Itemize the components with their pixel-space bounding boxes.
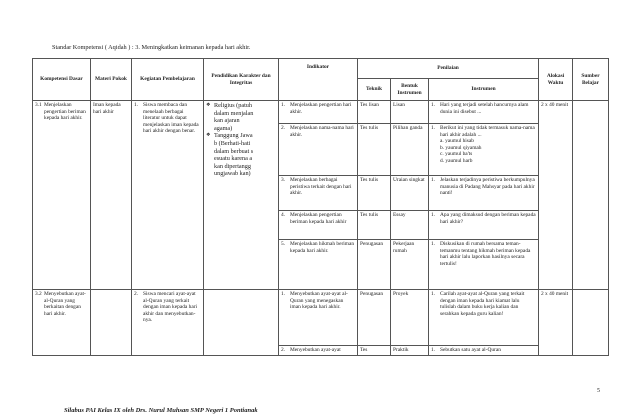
kegiatan-cell: 2. Siswa mencari ayat-ayat al-Quran yang terkait dengan iman kepada hari akhir dan menyebutkan-nya. bbox=[132, 290, 204, 356]
kegiatan-text: Siswa mencari ayat-ayat al-Quran yang terkait dengan iman kepada hari akhir dan menyebutkan-nya. bbox=[143, 291, 198, 324]
header-bentuk: Bentuk Instrumen bbox=[391, 79, 429, 101]
teknik-cell: Tes lisan bbox=[358, 101, 391, 124]
indikator-cell: 1. Menjelaskan pengertian hari akhir. bbox=[279, 101, 358, 124]
header-penilaian: Penilaian bbox=[358, 59, 539, 79]
teknik-cell: Tes tulis bbox=[358, 176, 391, 211]
instrumen-cell: 1. Jelaskan terjadinya peristiwa berkumpulnya manusia di Padang Mahsyar pada hari akhir nanti! bbox=[429, 176, 539, 211]
alokasi-cell: 2 x 40 menit bbox=[539, 290, 573, 356]
option-item: a. yaumul hisab bbox=[440, 138, 474, 145]
bentuk-cell: Praktik bbox=[391, 346, 429, 356]
kd-number: 3.1 bbox=[35, 102, 42, 108]
karakter-item: ❖ Religius (patuh dalam menjalan kan ajaran agama) bbox=[206, 102, 254, 132]
indikator-cell: 5. Menjelaskan hikmah beriman kepada hari akhir. bbox=[279, 240, 358, 290]
indikator-cell: 1. Menyebutkan ayat-ayat al-Quran yang menegaskan iman kepada hari akhir. bbox=[279, 290, 358, 346]
indikator-cell: 2. Menjelaskan nama-nama hari akhir. bbox=[279, 124, 358, 176]
kd-text: Menjelaskan pengertian beriman kepada hari akhir. bbox=[44, 102, 86, 122]
option-item: c. yaumul ba'ts bbox=[440, 151, 473, 158]
indikator-cell: 3. Menjelaskan berbagai peristiwa terkait dengan hari akhir. bbox=[279, 176, 358, 211]
materi-cell bbox=[91, 290, 132, 356]
karakter-cell bbox=[204, 101, 279, 290]
bentuk-cell: Pekerjaan rumah bbox=[391, 240, 429, 290]
diamond-bullet-icon: ❖ bbox=[206, 133, 211, 139]
karakter-cell bbox=[204, 290, 279, 356]
teknik-cell: Penugasan bbox=[358, 290, 391, 346]
bentuk-cell: Uraian singkat bbox=[391, 176, 429, 211]
bentuk-cell: Proyek bbox=[391, 290, 429, 346]
kd-text: Menyebutkan ayat-al-Quran yang berkaitan dengan hari akhir. bbox=[44, 291, 86, 317]
instrumen-cell: 1. Apa yang dimaksud dengan beriman kepada hari akhir? bbox=[429, 211, 539, 240]
teknik-cell: Tes tulis bbox=[358, 211, 391, 240]
teknik-cell: Tes tulis bbox=[358, 124, 391, 176]
materi-cell: Iman kepada hari akhir bbox=[91, 101, 132, 290]
header-materi-pokok: Materi Pokok bbox=[91, 59, 132, 101]
page-footer: Silabus PAI Kelas IX oleh Drs. Nurul Muhsan SMP Negeri 1 Pontianak bbox=[64, 407, 258, 414]
header-pendidikan-karakter: Pendidikan Karakter dan Integritas bbox=[204, 59, 279, 101]
sumber-cell bbox=[573, 290, 609, 356]
kd-number: 3.2 bbox=[35, 291, 42, 297]
header-alokasi: Alokasi Waktu bbox=[539, 59, 573, 101]
karakter-item: ❖ Tanggung Jawab (Berhati-hati dalam berbuat sesuatu karena akan dipertanggungjawab kan) bbox=[206, 132, 254, 178]
alokasi-cell: 2 x 40 menit bbox=[539, 101, 573, 290]
option-item: d. yaumul harb bbox=[440, 157, 473, 164]
indikator-cell: 2. Menyebutkan ayat-ayat bbox=[279, 346, 358, 356]
kegiatan-text: Siswa membaca dan menelaah berbagai literatur untuk dapat menjelaskan iman kepada hari akhir dengan benar. bbox=[143, 102, 199, 135]
diamond-bullet-icon: ❖ bbox=[206, 103, 211, 108]
kd-cell bbox=[33, 290, 91, 356]
instrumen-cell: 1. Diskusikan di rumah bersama teman-temanmu tentang hikmah beriman kepada hari akhir lalu laporkan hasilnya secara tertulis! bbox=[429, 240, 539, 290]
option-item: b. yaumul qiyamah bbox=[440, 144, 482, 151]
kd-cell bbox=[33, 101, 91, 290]
sumber-cell bbox=[573, 101, 609, 290]
instrumen-cell: 1. Sebutkan satu ayat al-Quran bbox=[429, 346, 539, 356]
syllabus-table bbox=[32, 58, 609, 356]
page-number: 5 bbox=[597, 388, 600, 394]
header-teknik: Teknik bbox=[358, 79, 391, 101]
bentuk-cell: Lisan bbox=[391, 101, 429, 124]
header-instrumen: Instrumen bbox=[429, 79, 539, 101]
teknik-cell: Tes bbox=[358, 346, 391, 356]
bentuk-cell: Pilihan ganda bbox=[391, 124, 429, 176]
header-kegiatan: Kegiatan Pembelajaran bbox=[132, 59, 204, 101]
header-kompetensi-dasar: Kompetensi Dasar bbox=[33, 59, 91, 101]
teknik-cell: Penugasan bbox=[358, 240, 391, 290]
standar-kompetensi: Standar Kompetensi ( Aqidah ) : 3. Meningkatkan keimanan kepada hari akhir. bbox=[52, 44, 251, 51]
header-indikator: Indikator bbox=[279, 59, 358, 101]
instrumen-cell: 1. Carilah ayat-ayat al-Quran yang terkait dengan iman kepada hari kiamat lalu tulislah dalam buku kerja kalian dan serahkan kepada guru kalian! bbox=[429, 290, 539, 346]
header-sumber: Sumber Belajar bbox=[573, 59, 609, 101]
instrumen-cell: 1. Hari yang terjadi setelah hancurnya alam dunia ini disebut ... bbox=[429, 101, 539, 124]
indikator-cell: 4. Menjelaskan pengertian beriman kepada hari akhir bbox=[279, 211, 358, 240]
kegiatan-cell: 1. Siswa membaca dan menelaah berbagai literatur untuk dapat menjelaskan iman kepada hari akhir dengan benar. bbox=[132, 101, 204, 290]
bentuk-cell: Essay bbox=[391, 211, 429, 240]
instrumen-cell: 1. Berikut ini yang tidak termasuk nama-nama hari akhir adalah ... a. yaumul hisab b. yaumul qiyamah c. yaumul ba'ts d. yaumul harb bbox=[429, 124, 539, 176]
